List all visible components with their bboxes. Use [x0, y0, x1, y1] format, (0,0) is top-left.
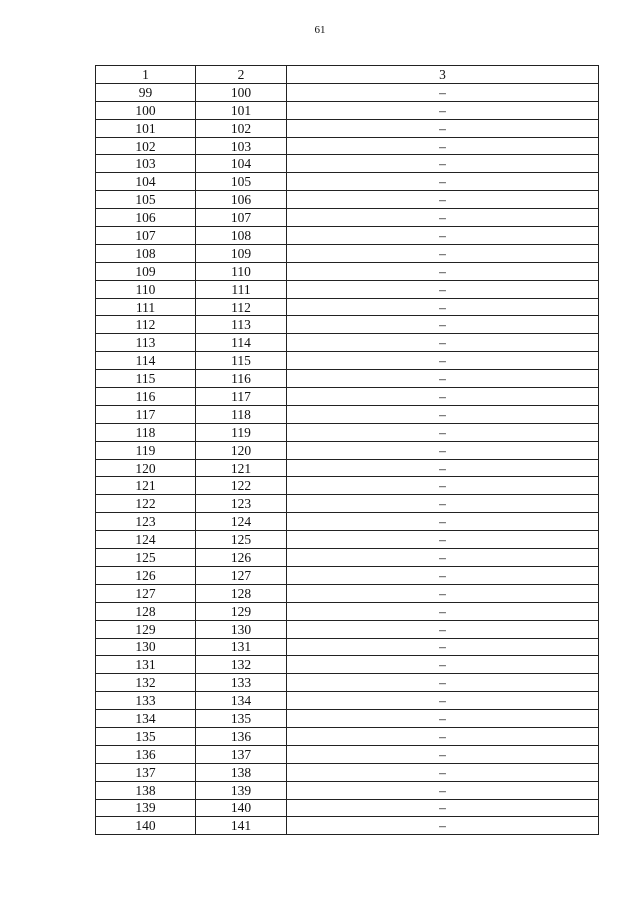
- table-row: [96, 316, 599, 334]
- table-cell-col-1: 103: [96, 155, 196, 173]
- table-cell-col-2: 103: [196, 137, 287, 155]
- table-cell-col-1: 132: [96, 674, 196, 692]
- table-row: [96, 584, 599, 602]
- table-cell-col-2: 113: [196, 316, 287, 334]
- table-cell-col-2: 100: [196, 83, 287, 101]
- table-cell-col-2: 141: [196, 817, 287, 835]
- table-cell-col-2: 137: [196, 745, 287, 763]
- table-row: [96, 817, 599, 835]
- table-cell-col-3: –: [287, 602, 599, 620]
- table-cell-col-2: 132: [196, 656, 287, 674]
- table-cell-col-1: 133: [96, 692, 196, 710]
- table-cell-col-3: –: [287, 584, 599, 602]
- table-cell-col-2: 110: [196, 262, 287, 280]
- table-row: [96, 352, 599, 370]
- table-row: [96, 638, 599, 656]
- table-row: [96, 620, 599, 638]
- table-cell-col-1: 116: [96, 388, 196, 406]
- table-cell-col-1: 122: [96, 495, 196, 513]
- table-cell-col-1: 110: [96, 280, 196, 298]
- table-cell-col-3: –: [287, 173, 599, 191]
- table-row: [96, 209, 599, 227]
- table-cell-col-1: 108: [96, 244, 196, 262]
- table-row: [96, 781, 599, 799]
- table-cell-col-1: 125: [96, 549, 196, 567]
- table-cell-col-1: 123: [96, 513, 196, 531]
- table-cell-col-2: 125: [196, 531, 287, 549]
- table-row: [96, 370, 599, 388]
- table-cell-col-2: 134: [196, 692, 287, 710]
- table-cell-col-3: –: [287, 119, 599, 137]
- table-cell-col-3: –: [287, 244, 599, 262]
- table-row: [96, 227, 599, 245]
- table-row: [96, 531, 599, 549]
- page-number: 61: [314, 24, 326, 36]
- table-cell-col-2: 124: [196, 513, 287, 531]
- table-cell-col-3: –: [287, 727, 599, 745]
- table-row: [96, 137, 599, 155]
- table-row: [96, 244, 599, 262]
- table-cell-col-1: 114: [96, 352, 196, 370]
- table-row: [96, 549, 599, 567]
- table-cell-col-2: 120: [196, 441, 287, 459]
- table-body: [96, 83, 599, 834]
- table-row: [96, 727, 599, 745]
- table-cell-col-1: 128: [96, 602, 196, 620]
- table-cell-col-2: 119: [196, 423, 287, 441]
- table-row: [96, 83, 599, 101]
- table-cell-col-2: 106: [196, 191, 287, 209]
- table-cell-col-3: –: [287, 566, 599, 584]
- table-row: [96, 388, 599, 406]
- table-row: [96, 495, 599, 513]
- table-cell-col-1: 104: [96, 173, 196, 191]
- table-cell-col-2: 138: [196, 763, 287, 781]
- table-cell-col-2: 117: [196, 388, 287, 406]
- table-cell-col-1: 112: [96, 316, 196, 334]
- table-cell-col-1: 115: [96, 370, 196, 388]
- table-cell-col-3: –: [287, 388, 599, 406]
- table-row: [96, 298, 599, 316]
- table-row: [96, 745, 599, 763]
- table-row: [96, 423, 599, 441]
- table-cell-col-1: 99: [96, 83, 196, 101]
- table-row: [96, 173, 599, 191]
- table-cell-col-2: 108: [196, 227, 287, 245]
- table-cell-col-3: –: [287, 459, 599, 477]
- table-cell-col-2: 127: [196, 566, 287, 584]
- table-cell-col-3: –: [287, 227, 599, 245]
- table-cell-col-1: 101: [96, 119, 196, 137]
- table-cell-col-1: 107: [96, 227, 196, 245]
- table-row: [96, 799, 599, 817]
- table-cell-col-2: 126: [196, 549, 287, 567]
- table-cell-col-1: 139: [96, 799, 196, 817]
- table-row: [96, 262, 599, 280]
- table-cell-col-3: –: [287, 352, 599, 370]
- table-cell-col-2: 107: [196, 209, 287, 227]
- table-row: [96, 334, 599, 352]
- table-cell-col-3: –: [287, 477, 599, 495]
- table-cell-col-2: 133: [196, 674, 287, 692]
- table-cell-col-3: –: [287, 781, 599, 799]
- table-cell-col-1: 118: [96, 423, 196, 441]
- table-cell-col-1: 126: [96, 566, 196, 584]
- table-cell-col-3: –: [287, 298, 599, 316]
- table-row: [96, 763, 599, 781]
- table-cell-col-2: 128: [196, 584, 287, 602]
- table-cell-col-2: 105: [196, 173, 287, 191]
- table-cell-col-3: –: [287, 710, 599, 728]
- table-cell-col-1: 124: [96, 531, 196, 549]
- table-row: [96, 674, 599, 692]
- table-row: [96, 101, 599, 119]
- table-cell-col-2: 104: [196, 155, 287, 173]
- table-cell-col-3: –: [287, 262, 599, 280]
- table-cell-col-1: 106: [96, 209, 196, 227]
- table-cell-col-1: 134: [96, 710, 196, 728]
- table-cell-col-3: –: [287, 531, 599, 549]
- table-row: [96, 280, 599, 298]
- table-row: [96, 119, 599, 137]
- table-cell-col-2: 101: [196, 101, 287, 119]
- table-row: [96, 405, 599, 423]
- table-cell-col-1: 119: [96, 441, 196, 459]
- table-cell-col-2: 140: [196, 799, 287, 817]
- table-cell-col-1: 105: [96, 191, 196, 209]
- table-row: [96, 710, 599, 728]
- table-cell-col-3: –: [287, 763, 599, 781]
- table-cell-col-3: –: [287, 209, 599, 227]
- table-cell-col-1: 135: [96, 727, 196, 745]
- table-row: [96, 566, 599, 584]
- table-cell-col-3: –: [287, 620, 599, 638]
- table-cell-col-1: 109: [96, 262, 196, 280]
- table-row: [96, 602, 599, 620]
- table-cell-col-2: 109: [196, 244, 287, 262]
- table-cell-col-2: 131: [196, 638, 287, 656]
- table-cell-col-1: 121: [96, 477, 196, 495]
- table-cell-col-1: 117: [96, 405, 196, 423]
- table-cell-col-2: 118: [196, 405, 287, 423]
- table-cell-col-1: 131: [96, 656, 196, 674]
- table-cell-col-3: –: [287, 656, 599, 674]
- table-row: [96, 459, 599, 477]
- table-cell-col-2: 121: [196, 459, 287, 477]
- table-cell-col-3: –: [287, 191, 599, 209]
- table-cell-col-3: –: [287, 155, 599, 173]
- table-cell-col-3: –: [287, 316, 599, 334]
- column-header-2: 2: [196, 66, 287, 84]
- table-cell-col-3: –: [287, 83, 599, 101]
- table-cell-col-2: 123: [196, 495, 287, 513]
- table-cell-col-2: 136: [196, 727, 287, 745]
- table-header-row: [96, 66, 599, 84]
- table-cell-col-3: –: [287, 674, 599, 692]
- table-cell-col-3: –: [287, 495, 599, 513]
- table-cell-col-3: –: [287, 137, 599, 155]
- table-cell-col-3: –: [287, 692, 599, 710]
- table-cell-col-3: –: [287, 549, 599, 567]
- table-cell-col-2: 130: [196, 620, 287, 638]
- table-cell-col-2: 112: [196, 298, 287, 316]
- table-row: [96, 513, 599, 531]
- table-cell-col-3: –: [287, 638, 599, 656]
- column-header-3: 3: [287, 66, 599, 84]
- table-row: [96, 155, 599, 173]
- table-cell-col-1: 130: [96, 638, 196, 656]
- table-cell-col-2: 122: [196, 477, 287, 495]
- table-cell-col-3: –: [287, 405, 599, 423]
- table-cell-col-3: –: [287, 370, 599, 388]
- table-cell-col-1: 127: [96, 584, 196, 602]
- table-cell-col-3: –: [287, 423, 599, 441]
- table-cell-col-2: 111: [196, 280, 287, 298]
- table-cell-col-3: –: [287, 513, 599, 531]
- table-cell-col-1: 138: [96, 781, 196, 799]
- table-cell-col-1: 120: [96, 459, 196, 477]
- table-cell-col-1: 111: [96, 298, 196, 316]
- table-cell-col-1: 113: [96, 334, 196, 352]
- table-cell-col-1: 129: [96, 620, 196, 638]
- table-cell-col-1: 100: [96, 101, 196, 119]
- table-cell-col-2: 114: [196, 334, 287, 352]
- table-cell-col-2: 115: [196, 352, 287, 370]
- table-cell-col-1: 137: [96, 763, 196, 781]
- table-cell-col-1: 136: [96, 745, 196, 763]
- data-table: [95, 65, 599, 835]
- table-cell-col-3: –: [287, 334, 599, 352]
- table-cell-col-3: –: [287, 799, 599, 817]
- column-header-1: 1: [96, 66, 196, 84]
- table-cell-col-3: –: [287, 817, 599, 835]
- table-row: [96, 441, 599, 459]
- table-cell-col-2: 102: [196, 119, 287, 137]
- table-cell-col-2: 135: [196, 710, 287, 728]
- table-row: [96, 191, 599, 209]
- table-cell-col-1: 140: [96, 817, 196, 835]
- table-cell-col-3: –: [287, 745, 599, 763]
- table-row: [96, 477, 599, 495]
- table-cell-col-3: –: [287, 280, 599, 298]
- table-cell-col-3: –: [287, 441, 599, 459]
- table-cell-col-1: 102: [96, 137, 196, 155]
- table-cell-col-2: 129: [196, 602, 287, 620]
- table-row: [96, 692, 599, 710]
- table-cell-col-2: 139: [196, 781, 287, 799]
- table-cell-col-2: 116: [196, 370, 287, 388]
- table-cell-col-3: –: [287, 101, 599, 119]
- table-row: [96, 656, 599, 674]
